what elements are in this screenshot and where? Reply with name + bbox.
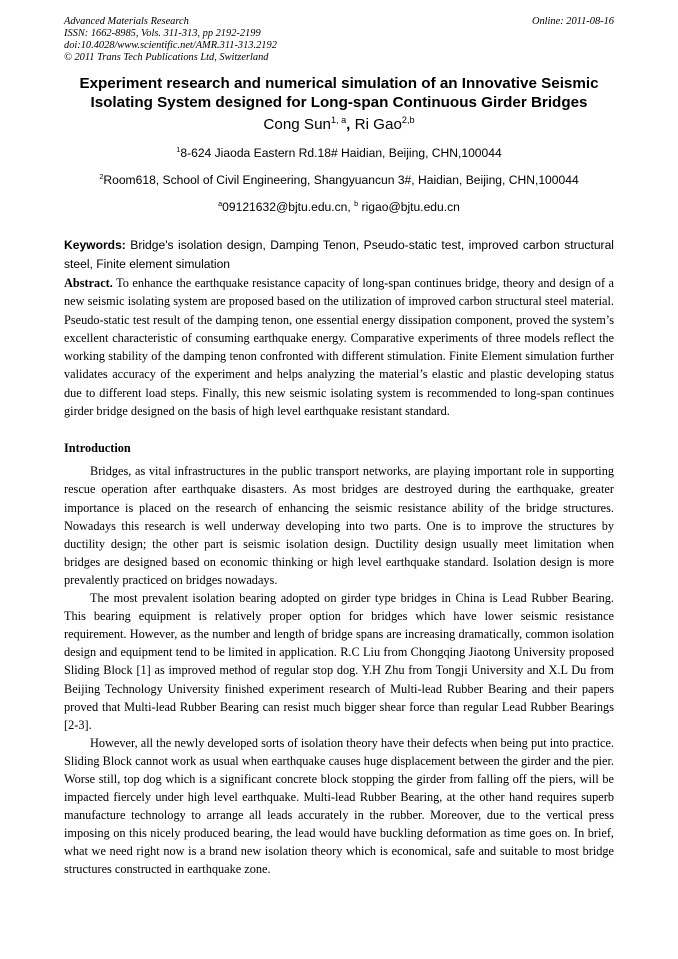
abstract bbox=[64, 274, 614, 420]
email-a-sup: a bbox=[218, 198, 223, 208]
email-b: rigao@bjtu.edu.cn bbox=[358, 200, 460, 214]
introduction-body bbox=[64, 462, 614, 878]
keywords-text: Bridge's isolation design, Damping Tenon, Pseudo-static test, improved carbon structural steel, Finite element simulation bbox=[64, 238, 614, 271]
journal-name: Advanced Materials Research bbox=[64, 16, 189, 27]
paper-title bbox=[64, 75, 614, 112]
journal-header bbox=[64, 16, 614, 64]
authors-line bbox=[64, 116, 614, 134]
abstract-label: Abstract. bbox=[64, 276, 113, 290]
affiliation-2-sup: 2 bbox=[99, 171, 104, 181]
author-2-sup: 2,b bbox=[401, 114, 415, 125]
affiliation-1 bbox=[64, 146, 614, 161]
keywords bbox=[64, 236, 614, 274]
intro-paragraph-1: Bridges, as vital infrastructures in the public transport networks, are playing important role in supporting rescue operation after earthquake disasters. As most bridges are destroyed during the earthquake, greater importance is placed on the research of enhancing the seismic resistance ability of the bridge structures. Nowadays this research is well underway developing into two parts. One is to improve the structures by ductility design; the other part is seismic isolation design. Ductility design usually meet limitation when bridges are designed based on economic thinking or high level earthquake standard. Isolation design is more prevalently practiced on bridges nowadays. bbox=[64, 464, 614, 587]
keywords-label: Keywords: bbox=[64, 238, 126, 252]
issn-line: ISSN: 1662-8985, Vols. 311-313, pp 2192-2199 bbox=[64, 28, 261, 39]
introduction-heading: Introduction bbox=[64, 441, 131, 456]
affiliation-2-text: Room618, School of Civil Engineering, Shangyuancun 3#, Haidian, Beijing, CHN,100044 bbox=[103, 173, 579, 187]
intro-paragraph-3: However, all the newly developed sorts of isolation theory have their defects when being put into practice. Sliding Block cannot work as usual when earthquake causes huge displacement between the girder and the pier. Worse still, top dog which is a significant concrete block stopping the girder from falling off the piers, will be impacted fiercely under high level earthquake. Multi-lead Rubber Bearing, at the other hand requires superb manufacture technology to arrange all leads accurately in the rubber. Moreover, due to the vertical press imposing on this nicely produced bearing, the lead would have buckling deformation as time goes on. In brief, what we need right now is a brand new isolation theory which is economical, safe and suitable to most bridge structures constructed in earthquake zone. bbox=[64, 735, 614, 877]
title-line-2: Isolating System designed for Long-span Continuous Girder Bridges bbox=[90, 93, 588, 111]
affiliation-1-sup: 1 bbox=[176, 144, 181, 154]
author-1-sup: 1, a bbox=[330, 114, 347, 125]
email-a: 09121632@bjtu.edu.cn, bbox=[222, 200, 355, 214]
author-2-name: Ri Gao bbox=[354, 116, 402, 133]
abstract-text: To enhance the earthquake resistance capacity of long-span continues bridge, theory and design of a new seismic isolating system are proposed based on the utilization of improved carbon structural steel material. Pseudo-static test result of the damping tenon, one essential energy dissipation component, proved the system’s excellent characteristic of consuming earthquake energy. Comparative experiments of three models reflect the working stability of the damping tenon confronted with different stimulation. Finite Element simulation further validates accuracy of the experiment and helps analyzing the material’s elastic and plastic developing status due to different load steps. Finally, this new seismic isolating system is recommended to long-span continues girder bridge designed on the basis of high level earthquake resistant standard. bbox=[64, 276, 614, 419]
intro-paragraph-2: The most prevalent isolation bearing adopted on girder type bridges in China is Lead Rubber Bearing. This bearing equipment is relatively proper option for bridges which have lower seismic resistance requirement. However, as the number and length of bridge spans are increasing dramatically, common isolation design and equipment tend to be limited in application. R.C Liu from Chongqing Jiaotong University proposed Sliding Block [1] as improved method of regular stop dog. Y.H Zhu from Tongji University and X.L Du from Beijing Technology University finished experiment research of Multi-lead Rubber Bearing and their papers proved that Multi-lead Rubber Bearing can resist much bigger shear force than regular Lead Rubber Bearings [2-3]. bbox=[64, 591, 614, 732]
affiliation-2 bbox=[64, 173, 614, 188]
copyright-line: © 2011 Trans Tech Publications Ltd, Switzerland bbox=[64, 52, 269, 63]
affiliation-1-text: 8-624 Jiaoda Eastern Rd.18# Haidian, Beijing, CHN,100044 bbox=[180, 146, 502, 160]
title-line-1: Experiment research and numerical simulation of an Innovative Seismic bbox=[79, 75, 599, 92]
author-separator: , bbox=[346, 116, 355, 133]
author-1-name: Cong Sun bbox=[263, 116, 331, 133]
doi-line: doi:10.4028/www.scientific.net/AMR.311-313.2192 bbox=[64, 40, 277, 51]
author-emails bbox=[64, 200, 614, 215]
email-b-sup: b bbox=[354, 198, 359, 208]
online-date: Online: 2011-08-16 bbox=[531, 16, 614, 27]
